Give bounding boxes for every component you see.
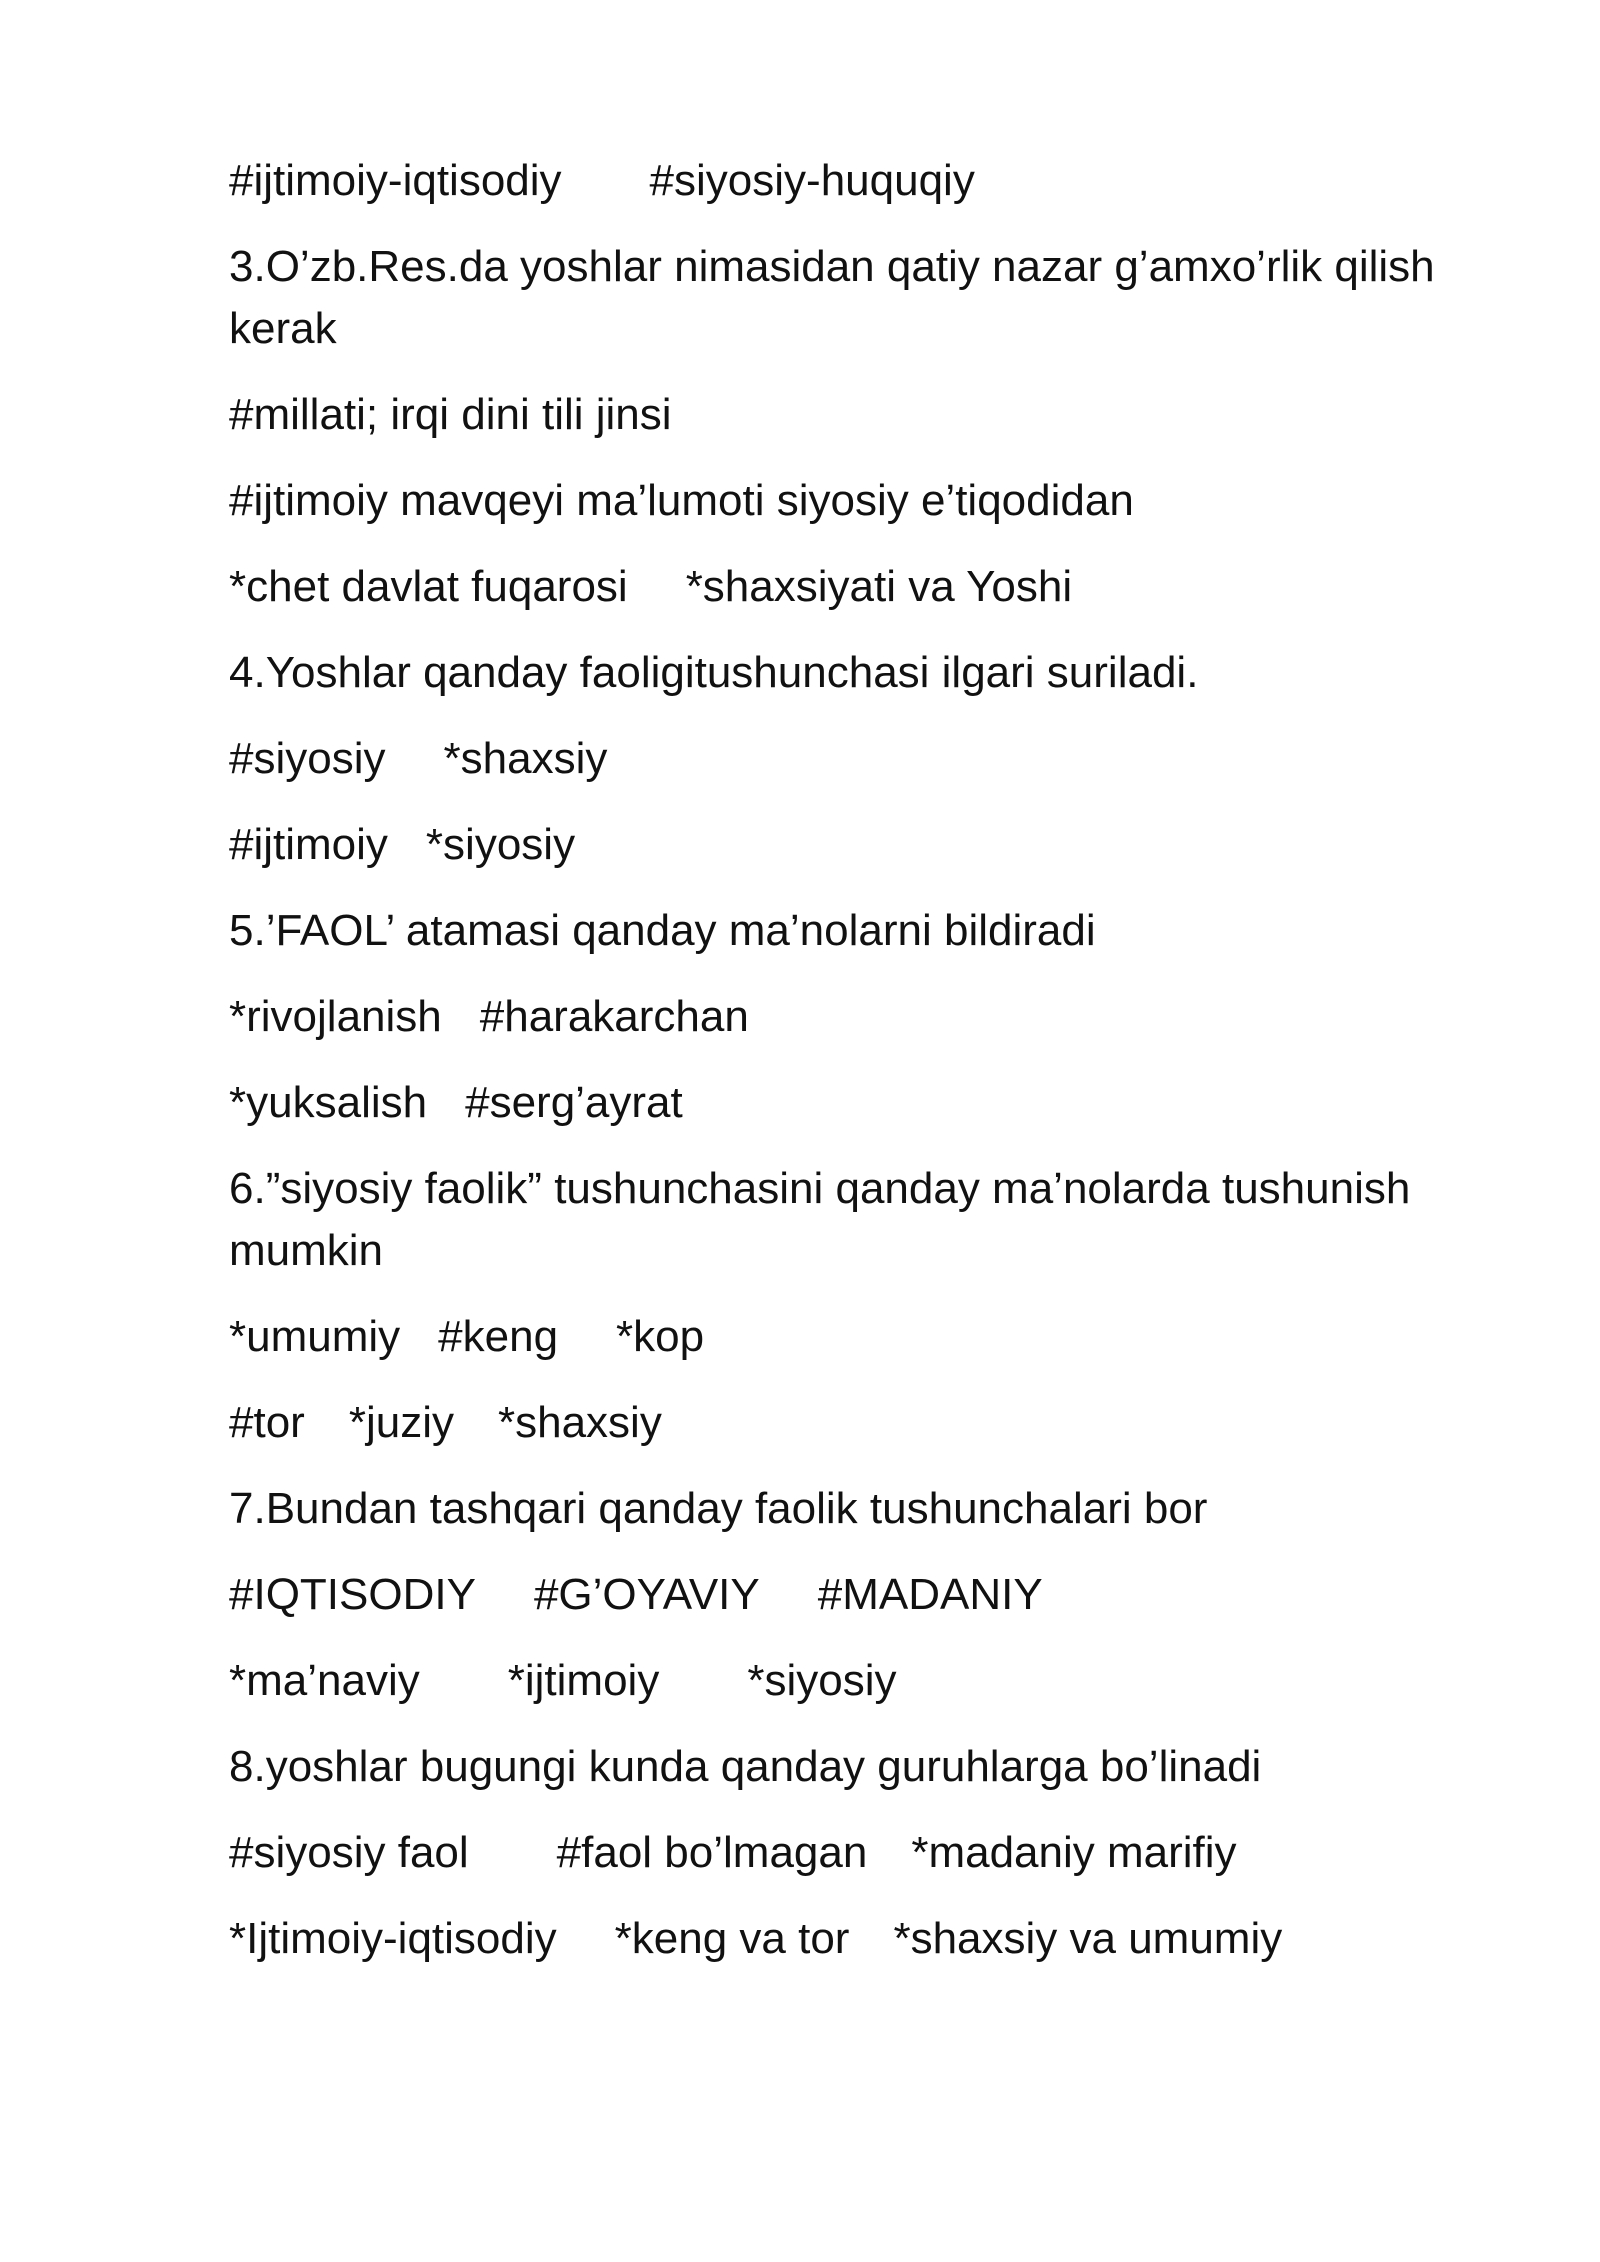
question-text: 7.Bundan tashqari qanday faolik tushunchalari bor <box>229 1484 1208 1533</box>
answer-option: #ijtimoiy-iqtisodiy <box>229 156 562 205</box>
answer-option: *umumiy <box>229 1312 401 1361</box>
answer-option: #ijtimoiy <box>229 820 388 869</box>
answer-option: *shaxsiy va umumiy <box>893 1914 1283 1963</box>
answer-option: #IQTISODIY <box>229 1570 476 1619</box>
answer-line: #ijtimoiy mavqeyi ma’lumoti siyosiy e’tiqodidan <box>229 476 1134 525</box>
answer-option: *juziy <box>348 1398 454 1447</box>
answer-option: *yuksalish <box>229 1078 428 1127</box>
answer-option: #siyosiy <box>229 734 386 783</box>
answer-option: *kop <box>616 1312 705 1361</box>
question-text: 6.”siyosiy faolik” tushunchasini qanday ma’nolarda tushunish mumkin <box>229 1164 1411 1275</box>
answer-option: #faol bo’lmagan <box>556 1828 868 1877</box>
answer-option: *shaxsiy <box>497 1398 662 1447</box>
answer-option: *keng va tor <box>614 1914 850 1963</box>
answer-option: *Ijtimoiy-iqtisodiy <box>229 1914 557 1963</box>
answer-option: #tor <box>229 1398 305 1447</box>
answer-line <box>229 986 1459 1048</box>
answer-line <box>229 1908 1459 1970</box>
answer-option: *madaniy marifiy <box>911 1828 1237 1877</box>
answer-line <box>229 814 1459 876</box>
answer-line <box>229 1650 1459 1712</box>
answer-line <box>229 728 1459 790</box>
question-text: 5.’FAOL’ atamasi qanday ma’nolarni bildiradi <box>229 906 1096 955</box>
answer-line <box>229 1564 1459 1626</box>
answer-option: #MADANIY <box>817 1570 1043 1619</box>
question-text: 3.O’zb.Res.da yoshlar nimasidan qatiy nazar g’amxo’rlik qilish kerak <box>229 242 1435 353</box>
answer-option: #G’OYAVIY <box>533 1570 760 1619</box>
answer-line <box>229 1822 1459 1884</box>
document-body <box>229 150 1459 1994</box>
answer-option: #siyosiy faol <box>229 1828 469 1877</box>
question-text: 4.Yoshlar qanday faoligitushunchasi ilgari suriladi. <box>229 648 1199 697</box>
answer-line <box>229 1392 1459 1454</box>
answer-option: *ijtimoiy <box>507 1656 660 1705</box>
answer-option: #siyosiy-huquqiy <box>649 156 975 205</box>
answer-option: #serg’ayrat <box>465 1078 683 1127</box>
answer-option: *ma’naviy <box>229 1656 420 1705</box>
answer-line: #millati; irqi dini tili jinsi <box>229 390 672 439</box>
answer-option: *siyosiy <box>425 820 576 869</box>
answer-option: *shaxsiyati va Yoshi <box>685 562 1073 611</box>
answer-option: #keng <box>438 1312 559 1361</box>
answer-line <box>229 556 1459 618</box>
question-text: 8.yoshlar bugungi kunda qanday guruhlarga bo’linadi <box>229 1742 1262 1791</box>
answer-option: *siyosiy <box>747 1656 897 1705</box>
answer-line <box>229 150 1459 212</box>
answer-line <box>229 1072 1459 1134</box>
answer-line <box>229 1306 1459 1368</box>
answer-option: *rivojlanish <box>229 992 442 1041</box>
answer-option: *shaxsiy <box>443 734 608 783</box>
answer-option: *chet davlat fuqarosi <box>229 562 628 611</box>
answer-option: #harakarchan <box>479 992 749 1041</box>
